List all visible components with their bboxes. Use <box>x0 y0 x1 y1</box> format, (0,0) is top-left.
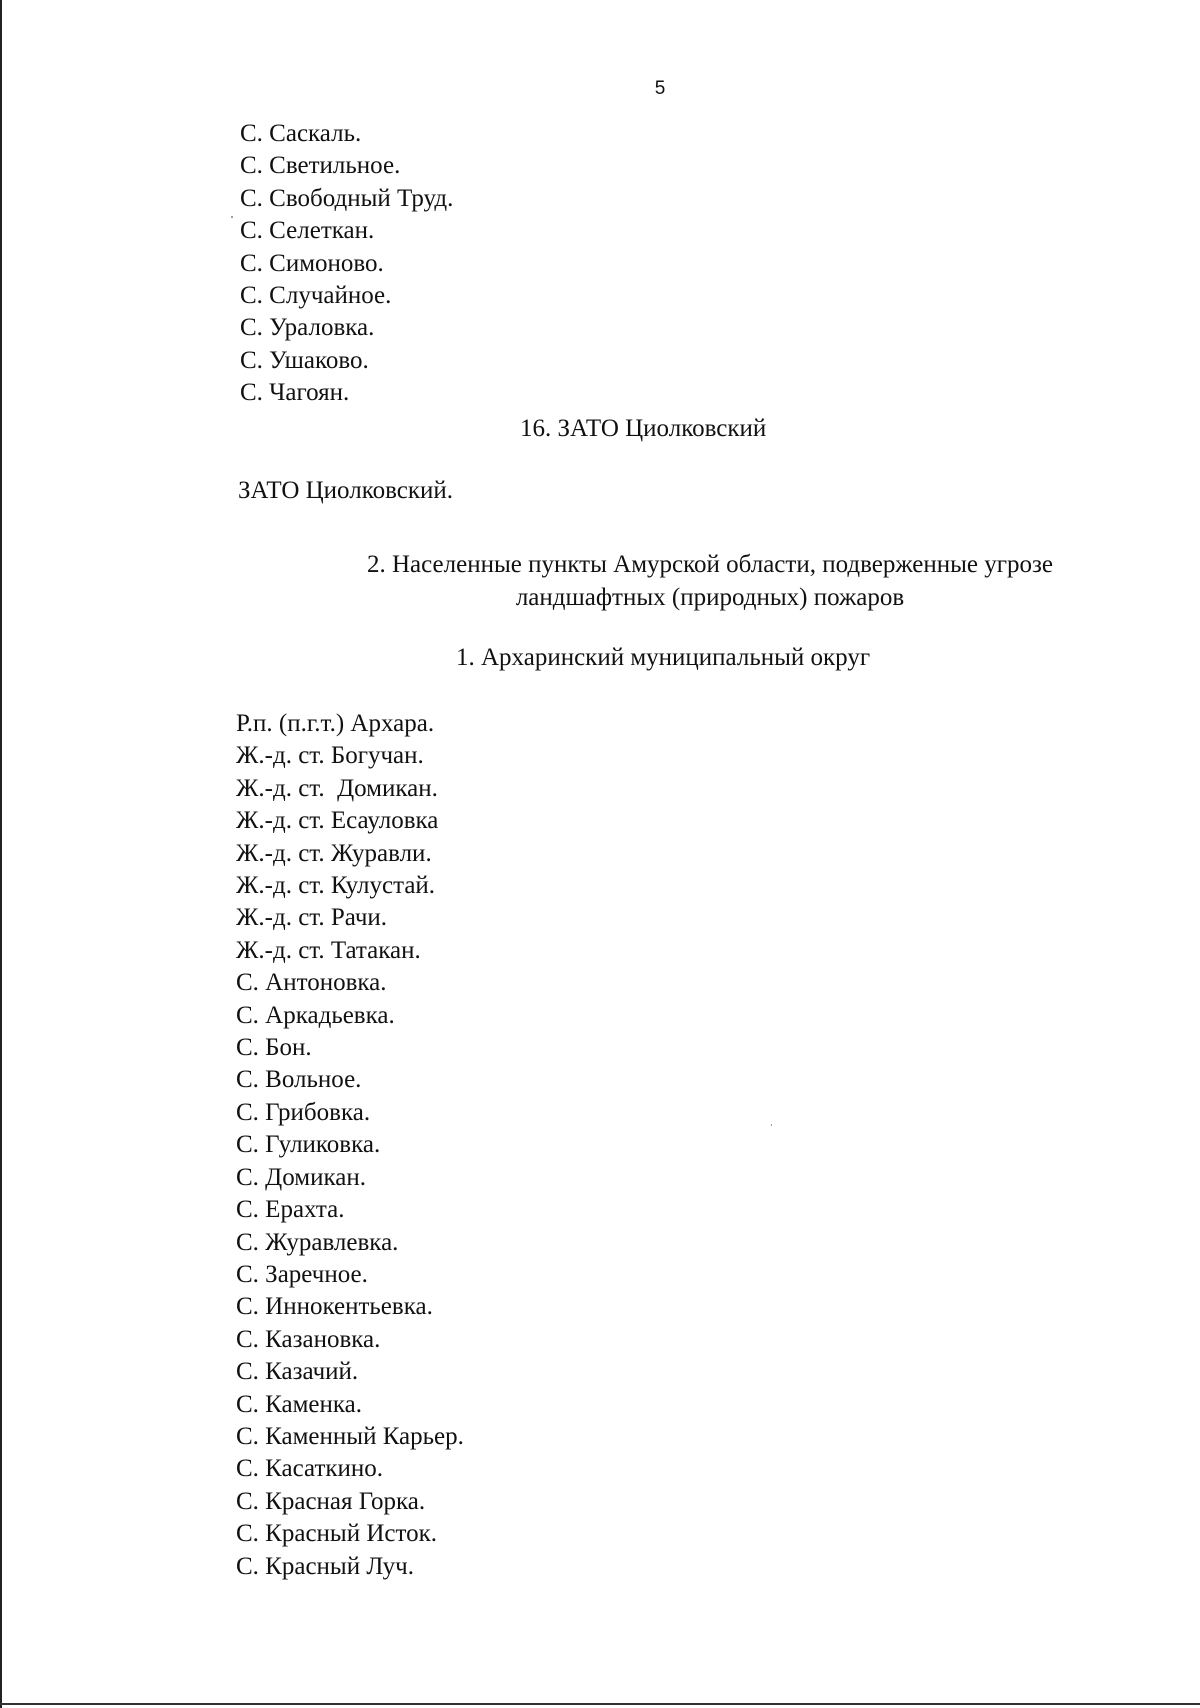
list-item: С. Красный Исток. <box>236 1520 437 1548</box>
district-heading-1: 1. Архаринский муниципальный округ <box>456 644 871 671</box>
list-item: Ж.-д. ст. Богучан. <box>236 742 424 770</box>
list-item: Ж.-д. ст. Домикан. <box>236 774 438 802</box>
list-item: С. Симоново. <box>240 249 384 277</box>
list-item: С. Грибовка. <box>236 1098 371 1126</box>
list-item: С. Светильное. <box>240 152 401 180</box>
main-settlement-list <box>236 708 464 1583</box>
zato-settlement: ЗАТО Циолковский. <box>238 477 453 504</box>
list-item: Р.п. (п.г.т.) Архара. <box>236 710 435 737</box>
scan-edge-left <box>0 0 2 1708</box>
list-item: Ж.-д. ст. Есауловка <box>236 807 439 835</box>
section-2-title-line1: 2. Населенные пункты Амурской области, подверженные угрозе <box>366 551 1053 578</box>
list-item: С. Казачий. <box>236 1358 359 1386</box>
section-2-title-line2: ландшафтных (природных) пожаров <box>515 584 905 611</box>
list-item: С. Случайное. <box>240 282 392 310</box>
list-item: С. Вольное. <box>236 1066 362 1094</box>
scan-speck <box>231 216 233 218</box>
list-item: С. Касаткино. <box>236 1455 384 1483</box>
list-item: С. Гуликовка. <box>236 1131 381 1159</box>
list-item: Ж.-д. ст. Кулустай. <box>236 872 436 900</box>
list-item: С. Ушаково. <box>240 346 369 374</box>
list-item: С. Иннокентьевка. <box>236 1293 433 1321</box>
list-item: С. Каменный Карьер. <box>236 1422 464 1450</box>
list-item: С. Ураловка. <box>240 314 375 342</box>
list-item: С. Красный Луч. <box>236 1552 415 1580</box>
list-item: Ж.-д. ст. Рачи. <box>236 904 388 932</box>
list-item: С. Журавлевка. <box>236 1228 399 1256</box>
scan-edge-bottom <box>0 1703 1200 1705</box>
top-settlement-list <box>240 118 453 410</box>
list-item: С. Антоновка. <box>236 969 387 997</box>
page-number: 5 <box>654 78 666 99</box>
list-item: С. Заречное. <box>236 1260 368 1288</box>
list-item: С. Свободный Труд. <box>240 184 454 212</box>
list-item: С. Ерахта. <box>236 1196 345 1224</box>
list-item: Ж.-д. ст. Татакан. <box>236 936 421 964</box>
list-item: С. Чагоян. <box>240 379 350 407</box>
list-item: С. Бон. <box>236 1034 312 1062</box>
list-item: С. Красная Горка. <box>236 1487 426 1515</box>
list-item: С. Селеткан. <box>240 217 375 245</box>
list-item: С. Казановка. <box>236 1325 381 1353</box>
district-heading-16: 16. ЗАТО Циолковский <box>520 415 767 442</box>
list-item: С. Аркадьевка. <box>236 1001 395 1029</box>
list-item: С. Каменка. <box>236 1390 363 1418</box>
list-item: С. Домикан. <box>236 1163 366 1191</box>
list-item: Ж.-д. ст. Журавли. <box>236 839 432 867</box>
list-item: С. Саскаль. <box>240 120 362 147</box>
section-2-title <box>280 548 1140 614</box>
scan-speck <box>771 1124 772 1126</box>
